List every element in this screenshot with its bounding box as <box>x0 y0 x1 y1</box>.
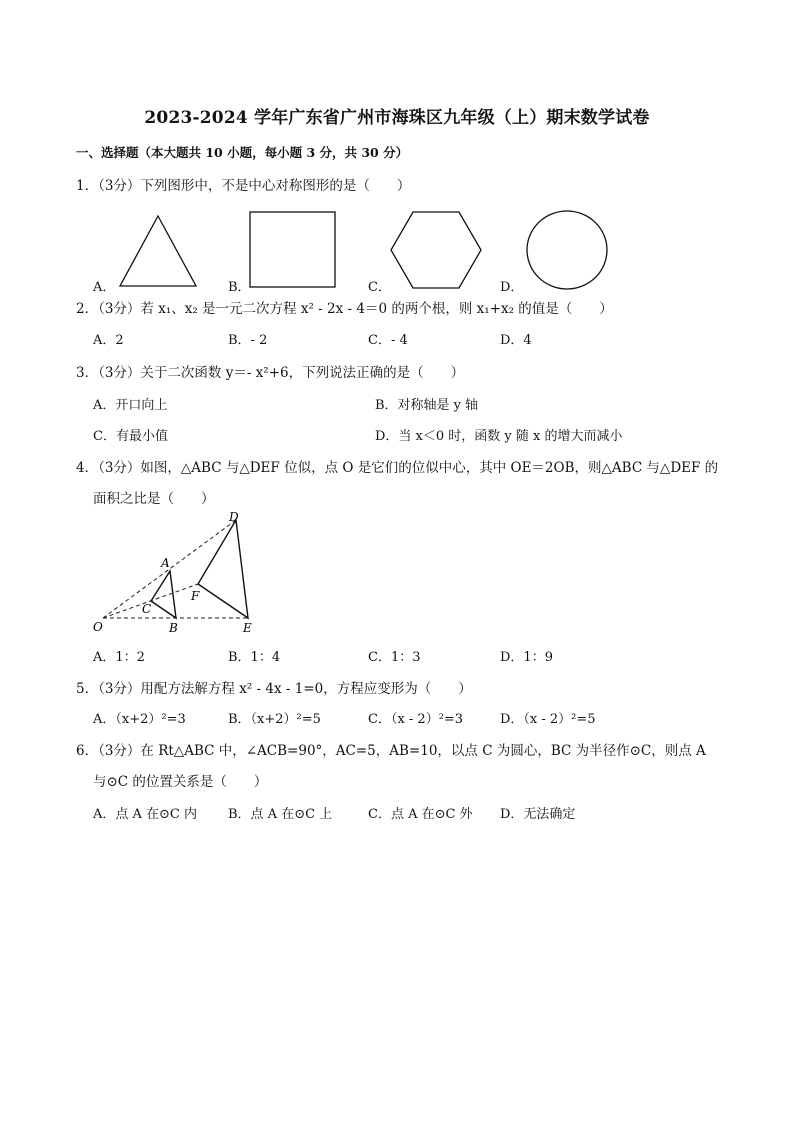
q1-option-a[interactable]: A． <box>93 280 116 295</box>
homothety-figure <box>90 508 260 636</box>
label-a: A <box>161 556 170 570</box>
question-6-stem-line2: 与⊙C 的位置关系是（ ） <box>93 774 268 790</box>
label-b: B <box>169 621 178 635</box>
q5-option-d[interactable]: D．（x - 2）²=5 <box>500 712 596 727</box>
q2-option-b[interactable]: B．- 2 <box>228 333 268 348</box>
label-d: D <box>229 510 239 524</box>
circle-icon <box>525 209 609 291</box>
q4-option-d[interactable]: D．1：9 <box>500 650 553 665</box>
section-heading: 一、选择题（本大题共 10 小题，每小题 3 分，共 30 分） <box>76 145 409 160</box>
label-f: F <box>191 589 200 603</box>
q6-option-a[interactable]: A．点 A 在⊙C 内 <box>93 807 198 822</box>
question-4-stem-line2: 面积之比是（ ） <box>93 491 215 507</box>
square-icon <box>249 211 337 289</box>
q5-option-b[interactable]: B．（x+2）²=5 <box>228 712 321 727</box>
question-4-stem-line1: 4．（3分）如图，△ABC 与△DEF 位似，点 O 是它们的位似中心，其中 OE＝2OB，则△ABC 与△DEF 的 <box>76 460 719 476</box>
q4-option-b[interactable]: B．1：4 <box>228 650 281 665</box>
label-e: E <box>243 621 252 635</box>
q2-option-a[interactable]: A．2 <box>93 333 124 348</box>
question-1-stem: 1．（3分）下列图形中，不是中心对称图形的是（ ） <box>76 178 411 194</box>
q3-option-c[interactable]: C．有最小值 <box>93 429 168 444</box>
q3-option-a[interactable]: A．开口向上 <box>93 398 168 413</box>
q5-option-a[interactable]: A．（x+2）²=3 <box>93 712 186 727</box>
q2-option-c[interactable]: C．- 4 <box>368 333 408 348</box>
label-o: O <box>93 620 103 634</box>
q4-option-c[interactable]: C．1：3 <box>368 650 421 665</box>
page-title: 2023-2024 学年广东省广州市海珠区九年级（上）期末数学试卷 <box>144 108 650 128</box>
q1-option-b[interactable]: B． <box>228 280 251 295</box>
q6-option-c[interactable]: C．点 A 在⊙C 外 <box>368 807 473 822</box>
q4-option-a[interactable]: A．1：2 <box>93 650 145 665</box>
q1-option-c[interactable]: C． <box>368 280 391 295</box>
q1-option-d[interactable]: D． <box>500 280 524 295</box>
question-2-stem: 2．（3分）若 x₁、x₂ 是一元二次方程 x² - 2x - 4＝0 的两个根，则 x₁+x₂ 的值是（ ） <box>76 301 613 317</box>
q2-option-d[interactable]: D．4 <box>500 333 532 348</box>
q5-option-c[interactable]: C．（x - 2）²=3 <box>368 712 464 727</box>
hexagon-icon <box>390 211 482 289</box>
q3-option-d[interactable]: D．当 x＜0 时，函数 y 随 x 的增大而减小 <box>375 429 623 444</box>
q3-option-b[interactable]: B．对称轴是 y 轴 <box>375 398 479 413</box>
question-3-stem: 3．（3分）关于二次函数 y＝- x²+6，下列说法正确的是（ ） <box>76 365 465 381</box>
label-c: C <box>142 602 152 616</box>
triangle-icon <box>118 214 198 288</box>
q6-option-d[interactable]: D．无法确定 <box>500 807 576 822</box>
question-6-stem-line1: 6．（3分）在 Rt△ABC 中，∠ACB=90°，AC=5，AB=10，以点 C 为圆心，BC 为半径作⊙C，则点 A <box>76 743 706 759</box>
q6-option-b[interactable]: B．点 A 在⊙C 上 <box>228 807 333 822</box>
question-5-stem: 5．（3分）用配方法解方程 x² - 4x - 1=0，方程应变形为（ ） <box>76 681 472 697</box>
